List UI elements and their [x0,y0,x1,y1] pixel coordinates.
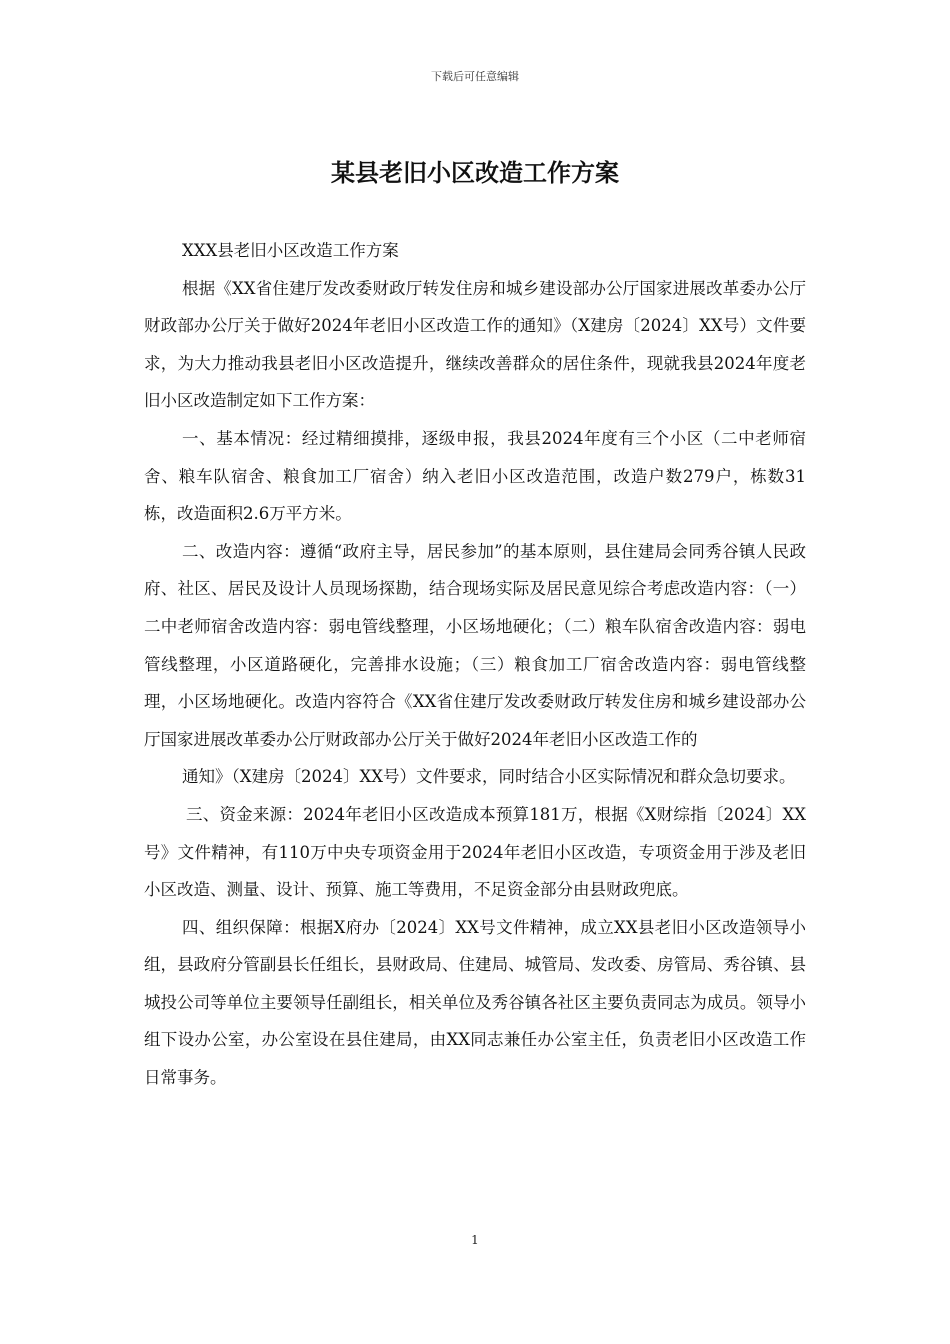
paragraph-renovation-content-cont: 通知》（X建房〔2024〕XX号）文件要求，同时结合小区实际情况和群众急切要求。 [182,767,796,787]
page-header: 下载后可任意编辑 [431,70,519,83]
paragraph-intro: 根据《XX省住建厅发改委财政厅转发住房和城乡建设部办公厅国家进展改革委办公厅财政部办公厅关于做好2024年老旧小区改造工作的通知》（X建房〔2024〕XX号）文件要求，为大力推动我县老旧小区改造提升，继续改善群众的居住条件，现就我县2024年度老旧小区改造制定如下工作方案： [144,278,806,411]
paragraph-basic-situation: 一、基本情况：经过精细摸排，逐级申报，我县2024年度有三个小区（二中老师宿舍、粮车队宿舍、粮食加工厂宿舍）纳入老旧小区改造范围，改造户数279户，栋数31栋，改造面积2.6万平方米。 [144,428,806,524]
paragraph-subtitle: XXX县老旧小区改造工作方案 [182,241,399,260]
page-number: 1 [471,1233,479,1247]
document-title: 某县老旧小区改造工作方案 [331,159,619,187]
document-body [144,232,806,1097]
paragraph-organization: 四、组织保障：根据X府办〔2024〕XX号文件精神，成立XX县老旧小区改造领导小组，县政府分管副县长任组长，县财政局、住建局、城管局、发改委、房管局、秀谷镇、县城投公司等单位主要领导任副组长，相关单位及秀谷镇各社区主要负责同志为成员。领导小组下设办公室，办公室设在县住建局，由XX同志兼任办公室主任，负责老旧小区改造工作日常事务。 [144,917,806,1088]
paragraph-funding-source: 三、资金来源：2024年老旧小区改造成本预算181万，根据《X财综指〔2024〕XX号》文件精神，有110万中央专项资金用于2024年老旧小区改造，专项资金用于涉及老旧小区改造、测量、设计、预算、施工等费用，不足资金部分由县财政兜底。 [144,804,806,900]
paragraph-renovation-content: 二、改造内容：遵循“政府主导，居民参加”的基本原则，县住建局会同秀谷镇人民政府、社区、居民及设计人员现场探勘，结合现场实际及居民意见综合考虑改造内容：（一）二中老师宿舍改造内容：弱电管线整理，小区场地硬化；（二）粮车队宿舍改造内容：弱电管线整理，小区道路硬化，完善排水设施；（三）粮食加工厂宿舍改造内容：弱电管线整理，小区场地硬化。改造内容符合《XX省住建厅发改委财政厅转发住房和城乡建设部办公厅国家进展改革委办公厅财政部办公厅关于做好2024年老旧小区改造工作的 [144,541,806,749]
